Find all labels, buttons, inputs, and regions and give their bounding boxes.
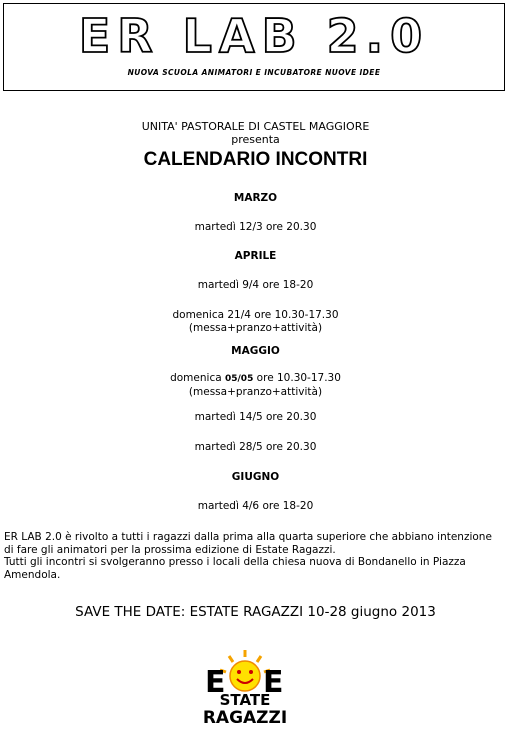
- description-paragraph: ER LAB 2.0 è rivolto a tutti i ragazzi dalla prima alla quarta superiore che abbiano intenzione di fare gli animatori per la prossima edizione di Estate Ragazzi.: [4, 531, 492, 556]
- date-entry: [0, 372, 511, 386]
- estate-ragazzi-logo: [185, 648, 305, 726]
- month-heading-aprile: APRILE: [234, 250, 277, 262]
- location-paragraph: Tutti gli incontri si svolgeranno presso i locali della chiesa nuova di Bondanello in Piazza Amendola.: [4, 556, 466, 581]
- logo-graphic: [185, 648, 305, 726]
- date-entry-suffix: ore 10.30-17.30: [253, 372, 341, 384]
- month-heading-marzo: MARZO: [233, 192, 278, 204]
- date-entry-prefix: domenica: [170, 372, 225, 384]
- month-heading-giugno: GIUGNO: [231, 471, 280, 483]
- page-title: CALENDARIO INCONTRI: [143, 149, 368, 170]
- date-entry: domenica 21/4 ore 10.30-17.30: [172, 309, 339, 321]
- header-title: ER LAB 2.0: [78, 9, 430, 63]
- date-entry: martedì 4/6 ore 18-20: [197, 500, 314, 512]
- header-subtitle: NUOVA SCUOLA ANIMATORI E INCUBATORE NUOVE IDEE: [127, 68, 381, 77]
- sun-icon: [230, 661, 260, 691]
- date-entry: martedì 12/3 ore 20.30: [194, 221, 317, 233]
- date-entry-note: (messa+pranzo+attività): [188, 386, 323, 398]
- date-highlight: 05/05: [225, 374, 254, 384]
- logo-state-text: STATE: [219, 691, 271, 709]
- logo-letter: E: [263, 665, 284, 700]
- presents-text: presenta: [231, 133, 280, 146]
- month-heading-maggio: MAGGIO: [231, 345, 280, 357]
- organization-name: UNITA' PASTORALE DI CASTEL MAGGIORE: [141, 120, 370, 133]
- date-entry-note: (messa+pranzo+attività): [188, 322, 323, 334]
- logo-ragazzi-text: RAGAZZI: [202, 708, 288, 726]
- date-entry: martedì 14/5 ore 20.30: [194, 411, 317, 423]
- date-entry: martedì 9/4 ore 18-20: [197, 279, 314, 291]
- logo-letter: E: [205, 665, 226, 700]
- save-the-date: SAVE THE DATE: ESTATE RAGAZZI 10-28 giugno 2013: [75, 604, 436, 620]
- header-box: [3, 3, 505, 91]
- date-entry: martedì 28/5 ore 20.30: [194, 441, 317, 453]
